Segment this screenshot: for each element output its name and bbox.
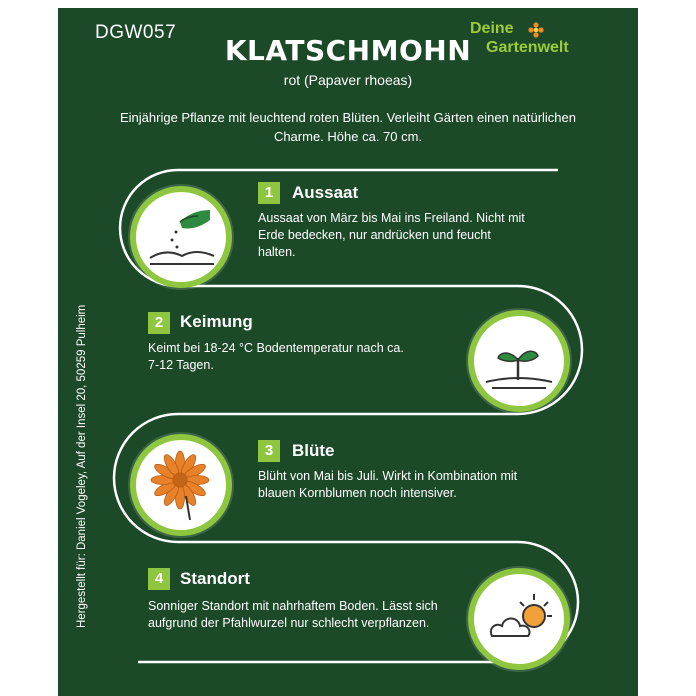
step-1-badge: 1 bbox=[258, 182, 280, 204]
step-2-title: Keimung bbox=[180, 312, 253, 331]
manufacturer-note: Hergestellt für: Daniel Vogeley, Auf der Insel 20, 50259 Pulheim bbox=[76, 304, 88, 628]
sun-cloud-icon bbox=[474, 574, 564, 664]
step-2-badge: 2 bbox=[148, 312, 170, 334]
step-2-icon-circle bbox=[468, 310, 570, 412]
sowing-hand-icon bbox=[136, 192, 226, 282]
step-3-text: Blüht von Mai bis Juli. Wirkt in Kombination mit blauen Kornblumen noch intensiver. bbox=[258, 469, 518, 500]
step-2-text: Keimt bei 18-24 °C Bodentemperatur nach ca. 7-12 Tagen. bbox=[148, 341, 404, 372]
intro-text: Einjährige Pflanze mit leuchtend roten Blüten. Verleiht Gärten einen natürlichen Charme. Höhe ca. 70 cm. bbox=[119, 110, 576, 144]
step-4-icon-circle bbox=[468, 568, 570, 670]
seedling-icon bbox=[474, 316, 564, 406]
step-1-text: Aussaat von März bis Mai ins Freiland. Nicht mit Erde bedecken, nur andrücken und feucht halten. bbox=[258, 211, 525, 259]
page-subtitle: rot (Papaver rhoeas) bbox=[283, 72, 413, 88]
product-code: DGW057 bbox=[95, 22, 177, 43]
step-3-icon-circle bbox=[130, 434, 232, 536]
step-3-title: Blüte bbox=[292, 441, 335, 460]
page-title: KLATSCHMOHN bbox=[224, 34, 472, 67]
step-1-icon-circle bbox=[130, 186, 232, 288]
step-4-text: Sonniger Standort mit nahrhaftem Boden. Lässt sich aufgrund der Pfahlwurzel nur schlecht verpflanzen. bbox=[148, 599, 438, 630]
step-1-title: Aussaat bbox=[292, 183, 359, 202]
step-4-badge: 4 bbox=[148, 568, 170, 590]
step-4-title: Standort bbox=[180, 569, 250, 588]
instruction-card bbox=[58, 8, 638, 696]
flower-icon bbox=[136, 440, 226, 530]
step-3-badge: 3 bbox=[258, 440, 280, 462]
logo-text-line1: Deine bbox=[470, 20, 514, 37]
logo-text-line2: Gartenwelt bbox=[486, 39, 569, 56]
